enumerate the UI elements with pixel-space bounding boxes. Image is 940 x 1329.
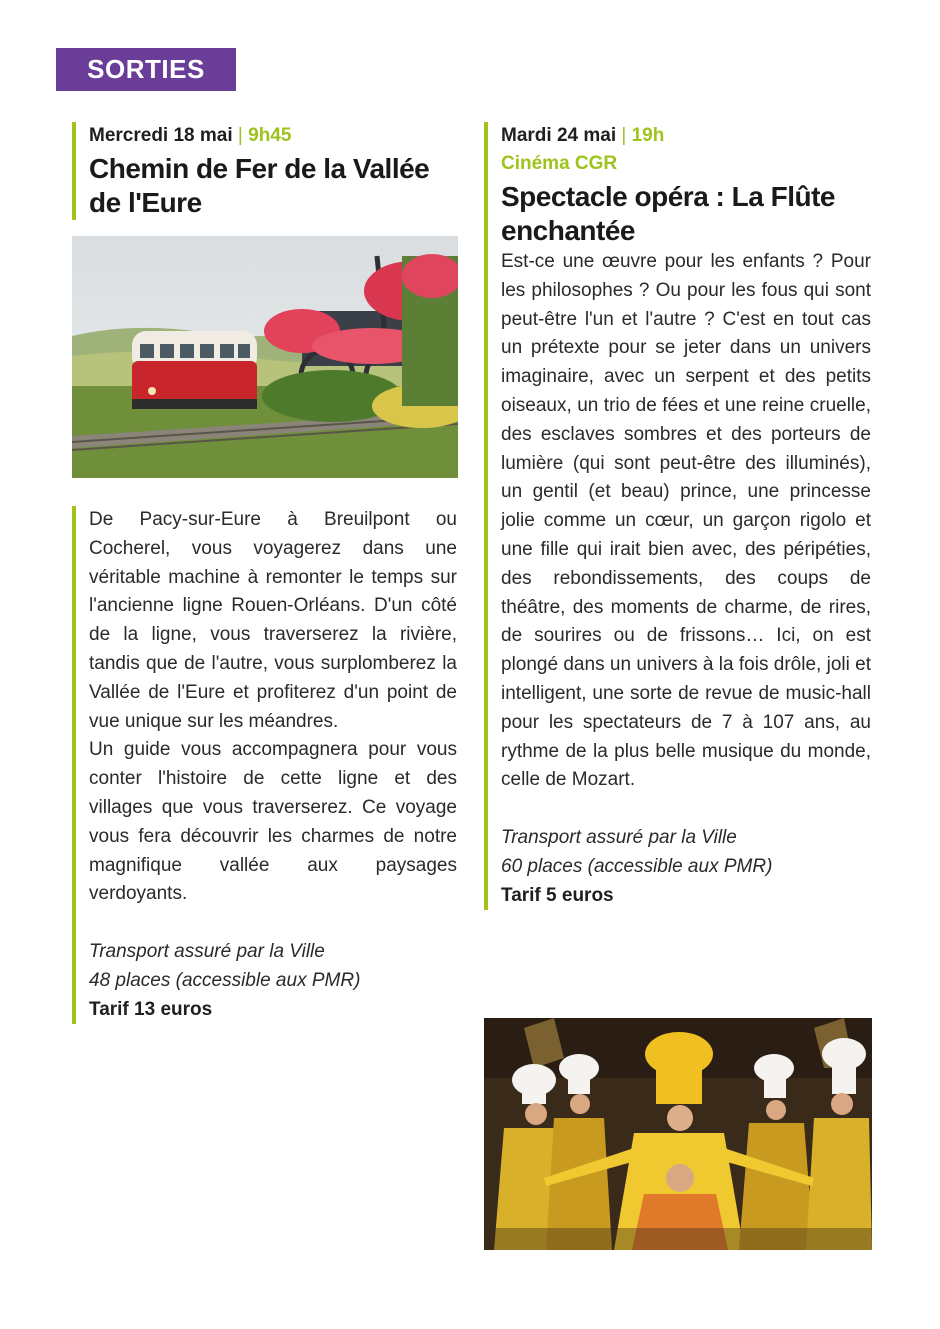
right-event-transport: Transport assuré par la Ville	[501, 826, 737, 848]
right-event-separator: |	[621, 125, 627, 146]
right-event-date: Mardi 24 mai	[501, 125, 617, 146]
left-event-title-line1: Chemin de Fer de la Vallée	[89, 153, 430, 184]
left-event-time: 9h45	[248, 125, 292, 146]
right-event-paragraph: Est-ce une œuvre pour les enfants ? Pour les philosophes ? Ou pour les fous qui sont peut-être l'un et l'autre ? C'est en tout cas un prétexte pour se jeter dans un univers imaginaire, avec un serpent et des petits oiseaux, un trio de fées et une reine cruelle, des esclaves sombres et des porteurs de lumière (qui sont peut-être des illuminés), un gentil (et beau) prince, une princesse jolie comme un cœur, un garçon rigolo et une fille qui irait bien avec, des péripéties, des rebondissements, des coups de théâtre, des moments de charme, de rires, de sourires ou de frissons… Ici, on est plongé dans un univers à la fois drôle, joli et intelligent, une sorte de revue de music-hall pour les spectateurs de 7 à 107 ans, au rythme de la plus belle musique du monde, celle de Mozart.	[501, 251, 871, 791]
left-event-title	[89, 152, 461, 220]
train-photo	[72, 236, 458, 478]
right-event-venue: Cinéma CGR	[501, 153, 618, 174]
section-badge: SORTIES	[56, 48, 236, 91]
right-event-title-line1: Spectacle opéra : La Flûte	[501, 181, 835, 212]
right-event-date-line	[501, 122, 871, 150]
left-event-separator: |	[237, 125, 243, 146]
left-event-paragraph2: Un guide vous accompagnera pour vous conter l'histoire de cette ligne et des villages que vous traverserez. Ce voyage vous fera découvrir les charmes de notre magnifique vallée aux paysages verdoyants.	[89, 739, 457, 905]
right-event-title-line2: enchantée	[501, 215, 635, 246]
left-event-date-line	[89, 122, 461, 150]
right-event-title	[501, 180, 871, 248]
left-event-places: 48 places (accessible aux PMR)	[89, 969, 361, 991]
right-event-tarif: Tarif 5 euros	[501, 884, 614, 906]
left-event-header	[72, 122, 461, 220]
right-event-places: 60 places (accessible aux PMR)	[501, 855, 773, 877]
left-event-body	[72, 506, 457, 1024]
left-event-date: Mercredi 18 mai	[89, 125, 233, 146]
left-event-paragraph1: De Pacy-sur-Eure à Breuilpont ou Cocherel, vous voyagerez dans une véritable machine à remonter le temps sur l'ancienne ligne Rouen-Orléans. D'un côté de la ligne, vous traverserez la rivière, tandis que de l'autre, vous surplomberez la Vallée de l'Eure et profiterez d'un point de vue unique sur les méandres.	[89, 509, 457, 732]
left-event-tarif: Tarif 13 euros	[89, 998, 213, 1020]
left-event-transport: Transport assuré par la Ville	[89, 940, 325, 962]
opera-photo	[484, 1018, 872, 1250]
right-event	[484, 122, 871, 910]
left-event-title-line2: de l'Eure	[89, 187, 202, 218]
right-event-time: 19h	[631, 125, 665, 146]
